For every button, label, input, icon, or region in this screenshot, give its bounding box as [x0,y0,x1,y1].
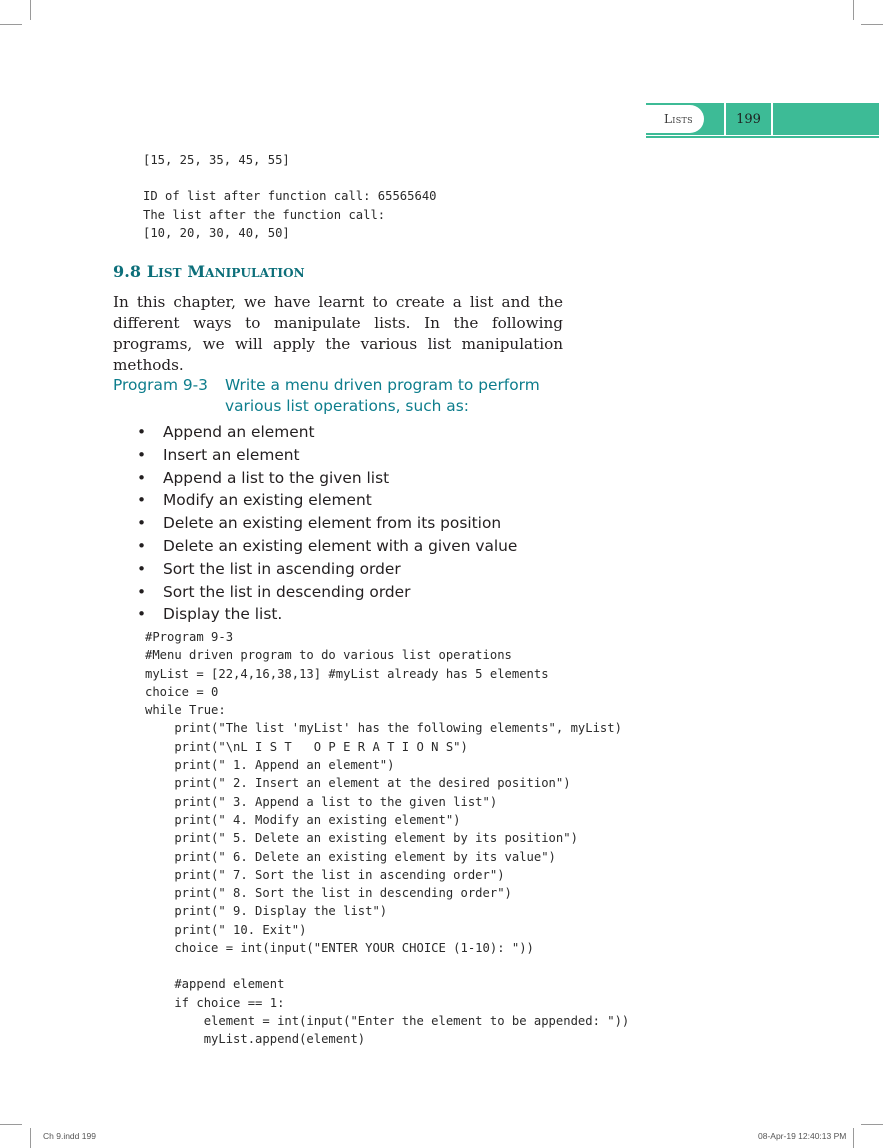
code-line: print("\nL I S T O P E R A T I O N S") [145,739,468,754]
code-line: if choice == 1: [145,995,285,1010]
title-initial: M [187,262,206,281]
list-item-text: Sort the list in ascending order [163,559,401,578]
list-item [137,512,517,535]
crop-mark [861,24,883,25]
code-line: print("The list 'myList' has the following elements", myList) [145,721,622,736]
list-item-text: Modify an existing element [163,491,372,510]
code-line: myList = [22,4,16,38,13] #myList already has 5 elements [145,666,549,681]
list-item [137,489,517,512]
bullet-icon: • [137,445,147,464]
code-line: while True: [145,703,226,718]
code-line: choice = 0 [145,684,219,699]
bullet-icon: • [137,559,147,578]
code-line: print(" 4. Modify an existing element") [145,812,461,827]
list-item [137,581,517,604]
code-line: print(" 1. Append an element") [145,758,395,773]
bullet-icon: • [137,468,147,487]
list-item-text: Append a list to the given list [163,468,390,487]
code-line: [10, 20, 30, 40, 50] [143,226,290,241]
code-line: print(" 6. Delete an existing element by its value") [145,849,556,864]
list-item-text: Delete an existing element with a given value [163,536,518,555]
code-line: print(" 9. Display the list") [145,904,388,919]
code-line [143,169,437,187]
list-item [137,444,517,467]
page-number: 199 [736,111,761,127]
bullet-icon: • [137,491,147,510]
section-number: 9.8 [113,262,142,281]
crop-mark [0,24,22,25]
list-item [137,467,517,490]
list-item [137,558,517,581]
header-section-text: Lists [664,112,693,126]
crop-mark [30,1128,31,1148]
code-line: #append element [145,977,285,992]
code-line: The list after the function call: [143,207,386,222]
code-line: print(" 10. Exit") [145,922,307,937]
list-item-text: Sort the list in descending order [163,582,411,601]
code-line: print(" 7. Sort the list in ascending order") [145,867,505,882]
code-line: print(" 2. Insert an element at the desired position") [145,776,571,791]
footer-timestamp: 08-Apr-19 12:40:13 PM [758,1131,847,1141]
header-underline [646,136,879,138]
code-line: [15, 25, 35, 45, 55] [143,153,290,167]
section-heading [113,262,305,281]
bullet-icon: • [137,582,147,601]
bullet-icon: • [137,423,147,441]
bullet-icon: • [137,605,147,624]
program-description: Write a menu driven program to perform various list operations, such as: [225,376,540,415]
crop-mark [0,1124,22,1125]
list-item [137,535,517,558]
header-divider [771,103,773,135]
code-line: #Menu driven program to do various list operations [145,648,512,663]
code-line: print(" 5. Delete an existing element by its position") [145,831,578,846]
code-line: choice = int(input("ENTER YOUR CHOICE (1-10): ")) [145,941,534,956]
bullet-icon: • [137,514,147,533]
list-item [137,421,517,444]
footer-file-slug: Ch 9.indd 199 [43,1131,96,1141]
crop-mark [853,1128,854,1148]
list-item-text: Delete an existing element from its position [163,514,502,533]
program-label: Program 9-3 [113,376,208,394]
list-item-text: Display the list. [163,605,283,624]
code-line [145,957,629,975]
section-title-word-2 [187,262,304,281]
program-code-block [145,628,629,1049]
code-line: ID of list after function call: 65565640 [143,189,437,204]
bullet-icon: • [137,536,147,555]
list-item [137,603,517,626]
code-line: #Program 9-3 [145,630,234,644]
code-line: myList.append(element) [145,1032,366,1047]
header-section-label [646,105,704,133]
list-item-text: Append an element [163,423,315,441]
list-item-text: Insert an element [163,445,300,464]
operations-list [137,421,517,626]
title-rest: ANIPULATION [205,266,305,280]
section-title-word-1 [147,262,182,281]
crop-mark [30,0,31,20]
crop-mark [853,0,854,20]
code-line: element = int(input("Enter the element to be appended: ")) [145,1013,630,1028]
code-line: print(" 3. Append a list to the given list") [145,794,498,809]
intro-paragraph: In this chapter, we have learnt to create a list and the different ways to manipulate lists. In the following programs, we will apply the various list manipulation methods. [113,293,563,374]
title-initial: L [146,262,159,281]
code-line: print(" 8. Sort the list in descending order") [145,886,512,901]
output-code-block [143,151,437,243]
crop-mark [861,1124,883,1125]
title-rest: IST [158,266,182,280]
